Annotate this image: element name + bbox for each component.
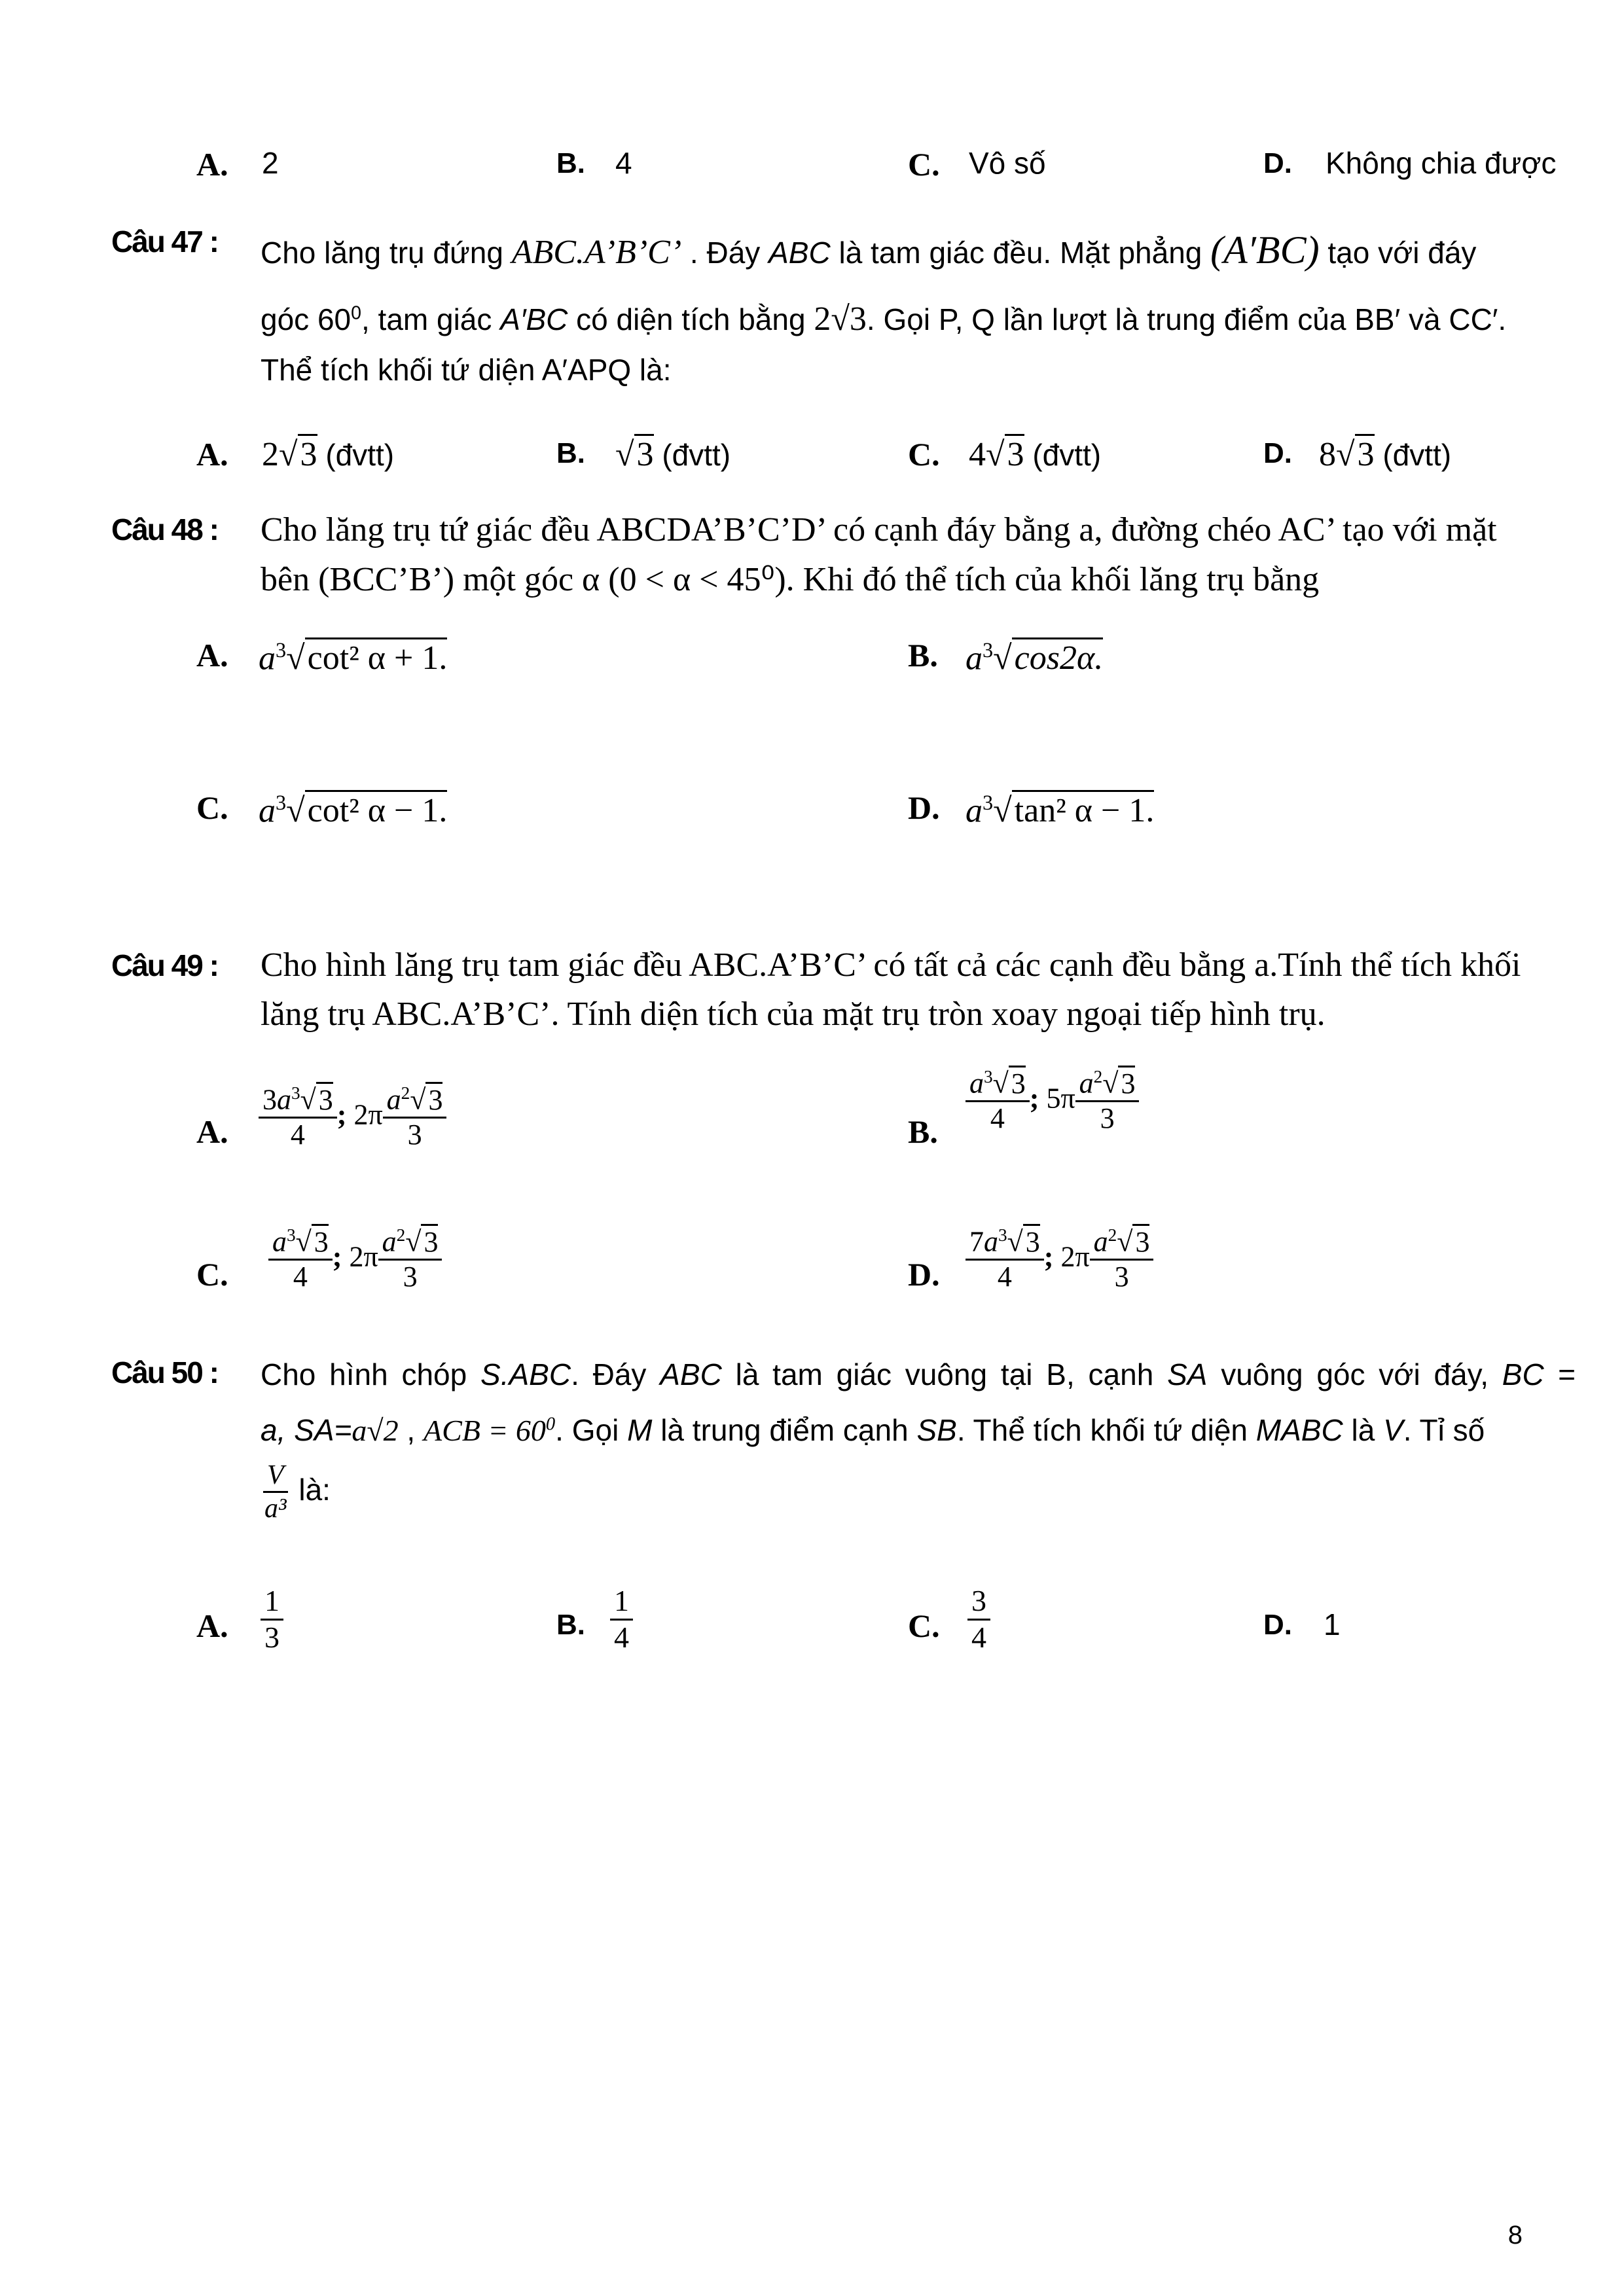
- q49-option-c: $\frac{a^3√3}{4}$ ; 2π $\frac{a^2√3}{3}$: [268, 1225, 442, 1294]
- q50-option-a-label: A.: [196, 1607, 228, 1644]
- q47-line3: Thể tích khối tứ diện A′APQ là:: [261, 353, 672, 387]
- q47-area: 2√3: [814, 300, 867, 338]
- q47-option-c-label: C.: [908, 436, 940, 473]
- q50-option-d-label: D.: [1263, 1609, 1292, 1641]
- q47-text: . Gọi P, Q lần lượt là trung điểm của BB′ và CC′.: [866, 302, 1507, 336]
- q49-option-b-label: B.: [908, 1113, 938, 1150]
- q47-text: Cho lăng trụ đứng: [261, 236, 512, 270]
- q48-option-c: $a^3√$ cot² α − 1.: [259, 791, 447, 830]
- q46-option-c-label: C.: [908, 146, 940, 183]
- q49-label: Câu 49 :: [111, 948, 218, 982]
- q50-line3: $\frac{V}{\text{a³}}$ là:: [261, 1460, 331, 1525]
- q48-option-a: $a^3√$ cot² α + 1.: [259, 638, 447, 677]
- q47-line2: [261, 300, 1506, 338]
- q47-text: . Đáy: [681, 236, 769, 270]
- q47-option-d: 8√ 3 (đvtt): [1319, 435, 1451, 474]
- q47-plane: (A′BC): [1210, 228, 1320, 272]
- q47-degree: 0: [351, 302, 361, 324]
- q49-option-b: $\frac{a^3√3}{4}$ ; 5π $\frac{a^2√3}{3}$: [965, 1067, 1139, 1136]
- q50-option-c: $\frac{3}{4}$: [967, 1584, 990, 1655]
- page-number: 8: [1507, 2221, 1523, 2250]
- q47-line1: [261, 228, 1476, 273]
- q47-text: tạo với đáy: [1319, 236, 1477, 270]
- q50-label: Câu 50 :: [111, 1355, 218, 1390]
- q48-line2: bên (BCC’B’) một góc α (0 < α < 45⁰). Khi đó thể tích của khối lăng trụ bằng: [261, 561, 1320, 598]
- q47-option-a-label: A.: [196, 436, 228, 473]
- q48-option-d: $a^3√$ tan² α − 1.: [965, 791, 1154, 830]
- q47-text: có diện tích bằng: [568, 302, 814, 336]
- q49-option-a-label: A.: [196, 1113, 228, 1150]
- q47-option-a: 2√ 3 (đvtt): [262, 435, 394, 474]
- q48-option-d-label: D.: [908, 789, 940, 826]
- q47-text: góc 60: [261, 302, 352, 336]
- q47-base: ABC: [768, 236, 831, 270]
- q49-option-c-label: C.: [196, 1256, 228, 1293]
- q48-option-a-label: A.: [196, 637, 228, 673]
- q49-line1: Cho hình lăng trụ tam giác đều ABC.A’B’C’ có tất cả các cạnh đều bằng a.Tính thể tích khối: [261, 946, 1521, 984]
- q46-option-b-label: B.: [556, 147, 585, 179]
- q47-option-b: √ 3 (đvtt): [615, 435, 731, 474]
- q48-option-b: $a^3√$ cos2α.: [965, 638, 1103, 677]
- q47-text: là tam giác đều. Mặt phẳng: [830, 236, 1211, 270]
- q47-triangle: A′BC: [500, 302, 568, 336]
- q46-option-d-text: Không chia được: [1326, 146, 1557, 180]
- q50-option-a: $\frac{1}{3}$: [261, 1584, 283, 1655]
- q50-option-c-label: C.: [908, 1607, 940, 1644]
- q49-option-d-label: D.: [908, 1256, 940, 1293]
- q48-line1: Cho lăng trụ tứ giác đều ABCDA’B’C’D’ có cạnh đáy bằng a, đường chéo AC’ tạo với mặt: [261, 511, 1497, 548]
- q50-option-b-label: B.: [556, 1609, 585, 1641]
- q47-option-b-label: B.: [556, 437, 585, 469]
- q50-line1: Cho hình chóp S.ABC. Đáy ABC là tam giác vuông tại B, cạnh SA vuông góc với đáy, BC =: [261, 1357, 1576, 1391]
- q46-option-d-label: D.: [1263, 147, 1292, 179]
- q47-label: Câu 47 :: [111, 224, 218, 259]
- q46-option-a-label: A.: [196, 146, 228, 183]
- q48-option-b-label: B.: [908, 637, 938, 673]
- q47-option-d-label: D.: [1263, 437, 1292, 469]
- q49-option-d: $\frac{7a^3√3}{4}$ ; 2π $\frac{a^2√3}{3}$: [965, 1225, 1153, 1294]
- q47-prism: ABC.A’B’C’: [511, 234, 682, 271]
- q46-option-c-text: Vô số: [969, 146, 1046, 180]
- q46-option-a-text: 2: [262, 146, 279, 180]
- q47-text: , tam giác: [361, 302, 501, 336]
- q47-option-c: 4√ 3 (đvtt): [969, 435, 1101, 474]
- q49-line2: lăng trụ ABC.A’B’C’. Tính diện tích của mặt trụ tròn xoay ngoại tiếp hình trụ.: [261, 996, 1326, 1033]
- q50-line2: a, SA=a√2 , ACB = $60^0$. Gọi M là trung điểm cạnh SB. Thể tích khối tứ diện MABC là V. Tỉ số: [261, 1413, 1485, 1447]
- q50-option-b: $\frac{1}{4}$: [610, 1584, 633, 1655]
- q46-option-b-text: 4: [615, 146, 632, 180]
- q50-option-d: 1: [1324, 1607, 1341, 1641]
- q48-option-c-label: C.: [196, 789, 228, 826]
- q49-option-a: $\frac{3a^3√3}{4}$ ; 2π $\frac{a^2√3}{3}$: [259, 1083, 446, 1152]
- q48-label: Câu 48 :: [111, 512, 218, 547]
